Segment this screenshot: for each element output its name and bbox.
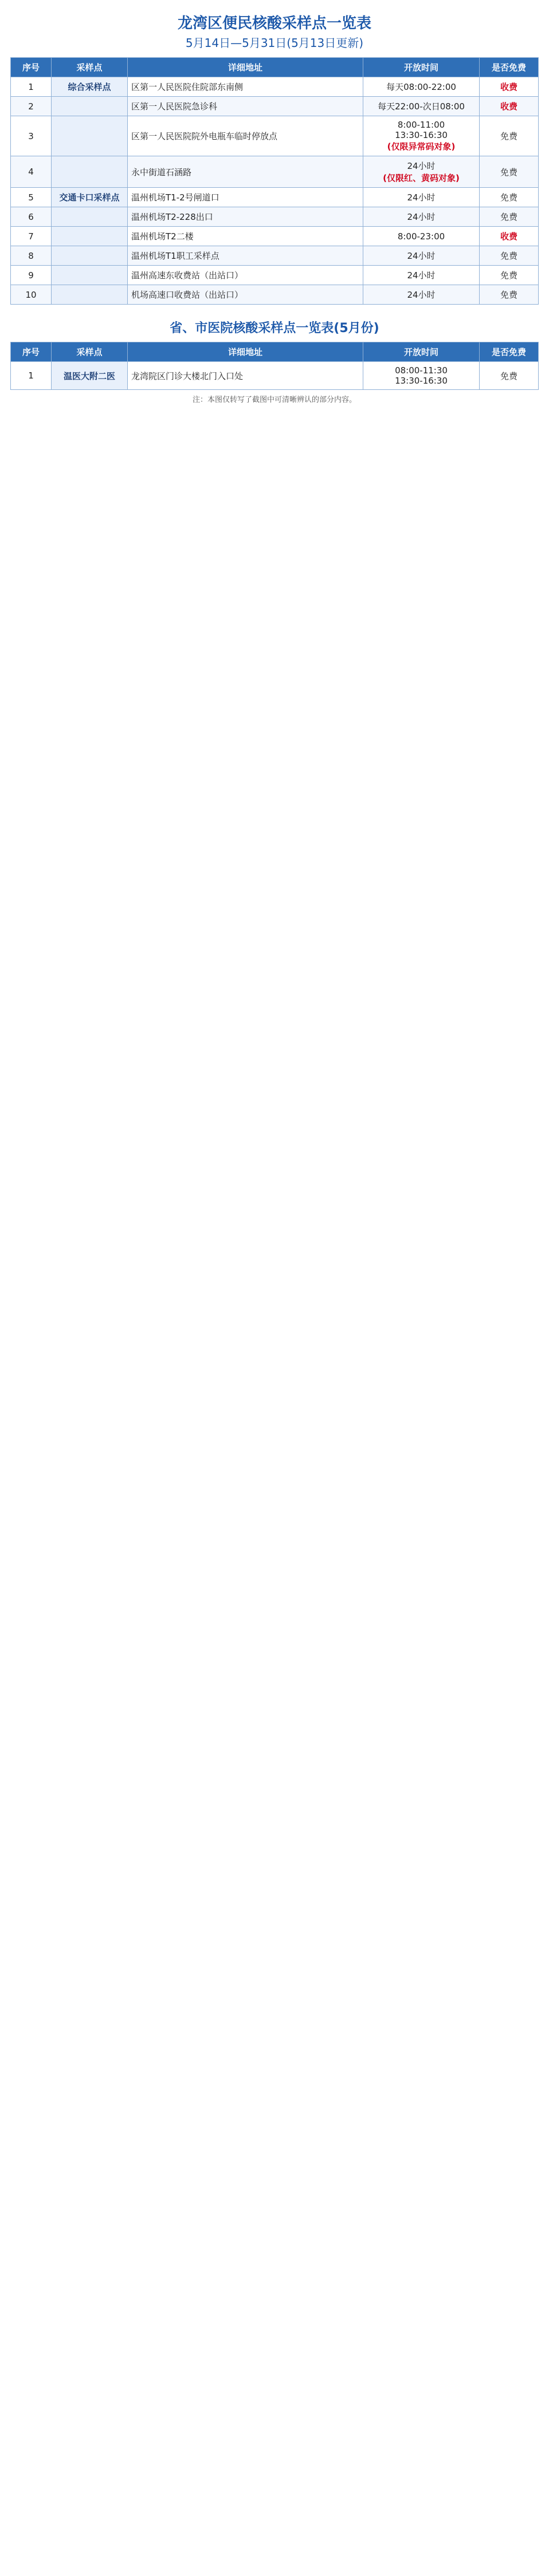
table-row bbox=[11, 285, 539, 305]
row-hours: 24小时 bbox=[363, 207, 480, 227]
row-address: 温州机场T2二楼 bbox=[128, 227, 363, 246]
col-area: 采样点 bbox=[52, 342, 128, 362]
row-fee: 收费 bbox=[480, 227, 539, 246]
row-hours: 24小时 (仅限红、黄码对象) bbox=[363, 156, 480, 188]
table-row bbox=[11, 97, 539, 116]
row-area bbox=[52, 97, 128, 116]
table-row bbox=[11, 266, 539, 285]
table-row bbox=[11, 207, 539, 227]
table-body bbox=[11, 77, 539, 305]
table-header-row bbox=[11, 58, 539, 77]
row-area bbox=[52, 207, 128, 227]
row-address: 机场高速口收费站（出站口） bbox=[128, 285, 363, 305]
table-row bbox=[11, 188, 539, 207]
row-hours: 24小时 bbox=[363, 285, 480, 305]
col-area: 采样点 bbox=[52, 58, 128, 77]
sampling-sites-table bbox=[10, 57, 539, 305]
row-no: 9 bbox=[11, 266, 52, 285]
row-address: 区第一人民医院住院部东南侧 bbox=[128, 77, 363, 97]
row-no: 3 bbox=[11, 116, 52, 156]
col-no: 序号 bbox=[11, 342, 52, 362]
table-header-row bbox=[11, 342, 539, 362]
col-no: 序号 bbox=[11, 58, 52, 77]
table-body bbox=[11, 362, 539, 390]
row-no: 6 bbox=[11, 207, 52, 227]
row-address: 温州机场T1职工采样点 bbox=[128, 246, 363, 266]
row-area bbox=[52, 246, 128, 266]
row-hours: 每天22:00-次日08:00 bbox=[363, 97, 480, 116]
row-no: 4 bbox=[11, 156, 52, 188]
row-fee: 收费 bbox=[480, 77, 539, 97]
row-area: 交通卡口采样点 bbox=[52, 188, 128, 207]
hospital-sites-table bbox=[10, 342, 539, 390]
row-hours: 每天08:00-22:00 bbox=[363, 77, 480, 97]
col-fee: 是否免费 bbox=[480, 342, 539, 362]
row-no: 5 bbox=[11, 188, 52, 207]
row-area bbox=[52, 227, 128, 246]
row-area bbox=[52, 285, 128, 305]
row-no: 1 bbox=[11, 77, 52, 97]
col-address: 详细地址 bbox=[128, 342, 363, 362]
row-area bbox=[52, 266, 128, 285]
table-row bbox=[11, 77, 539, 97]
row-area bbox=[52, 156, 128, 188]
row-address: 区第一人民医院急诊科 bbox=[128, 97, 363, 116]
row-fee: 免费 bbox=[480, 188, 539, 207]
row-no: 1 bbox=[11, 362, 52, 390]
row-hours: 24小时 bbox=[363, 246, 480, 266]
col-address: 详细地址 bbox=[128, 58, 363, 77]
row-fee: 免费 bbox=[480, 285, 539, 305]
row-hours: 8:00-11:00 13:30-16:30 (仅限异常码对象) bbox=[363, 116, 480, 156]
row-hours: 08:00-11:30 13:30-16:30 bbox=[363, 362, 480, 390]
table-row bbox=[11, 362, 539, 390]
page-subtitle: 5月14日—5月31日(5月13日更新) bbox=[185, 36, 364, 50]
row-address: 温州机场T1-2号闸道口 bbox=[128, 188, 363, 207]
row-address: 温州高速东收费站（出站口） bbox=[128, 266, 363, 285]
row-note: (仅限异常码对象) bbox=[387, 141, 456, 152]
table-row bbox=[11, 116, 539, 156]
col-hours: 开放时间 bbox=[363, 342, 480, 362]
table-row bbox=[11, 246, 539, 266]
row-fee: 免费 bbox=[480, 266, 539, 285]
page bbox=[0, 0, 549, 418]
row-fee: 免费 bbox=[480, 362, 539, 390]
row-fee: 免费 bbox=[480, 156, 539, 188]
table-row bbox=[11, 227, 539, 246]
row-fee: 免费 bbox=[480, 207, 539, 227]
row-address: 区第一人民医院院外电瓶车临时停放点 bbox=[128, 116, 363, 156]
row-area: 综合采样点 bbox=[52, 77, 128, 97]
row-address: 龙湾院区门诊大楼北门入口处 bbox=[128, 362, 363, 390]
col-fee: 是否免费 bbox=[480, 58, 539, 77]
row-hours: 8:00-23:00 bbox=[363, 227, 480, 246]
row-fee: 免费 bbox=[480, 246, 539, 266]
page-title: 龙湾区便民核酸采样点一览表 bbox=[177, 15, 371, 32]
row-address: 温州机场T2-228出口 bbox=[128, 207, 363, 227]
col-hours: 开放时间 bbox=[363, 58, 480, 77]
footer-note: 注：本图仅转写了截图中可清晰辨认的部分内容。 bbox=[192, 396, 356, 404]
table-row bbox=[11, 156, 539, 188]
row-no: 10 bbox=[11, 285, 52, 305]
row-area: 温医大附二医 bbox=[52, 362, 128, 390]
row-hours: 24小时 bbox=[363, 188, 480, 207]
section-title-hospitals: 省、市医院核酸采样点一览表(5月份) bbox=[170, 321, 379, 336]
row-hours: 24小时 bbox=[363, 266, 480, 285]
row-fee: 收费 bbox=[480, 97, 539, 116]
row-area bbox=[52, 116, 128, 156]
row-note: (仅限红、黄码对象) bbox=[383, 173, 460, 183]
row-fee: 免费 bbox=[480, 116, 539, 156]
row-no: 8 bbox=[11, 246, 52, 266]
row-no: 2 bbox=[11, 97, 52, 116]
row-no: 7 bbox=[11, 227, 52, 246]
row-address: 永中街道石涵路 bbox=[128, 156, 363, 188]
